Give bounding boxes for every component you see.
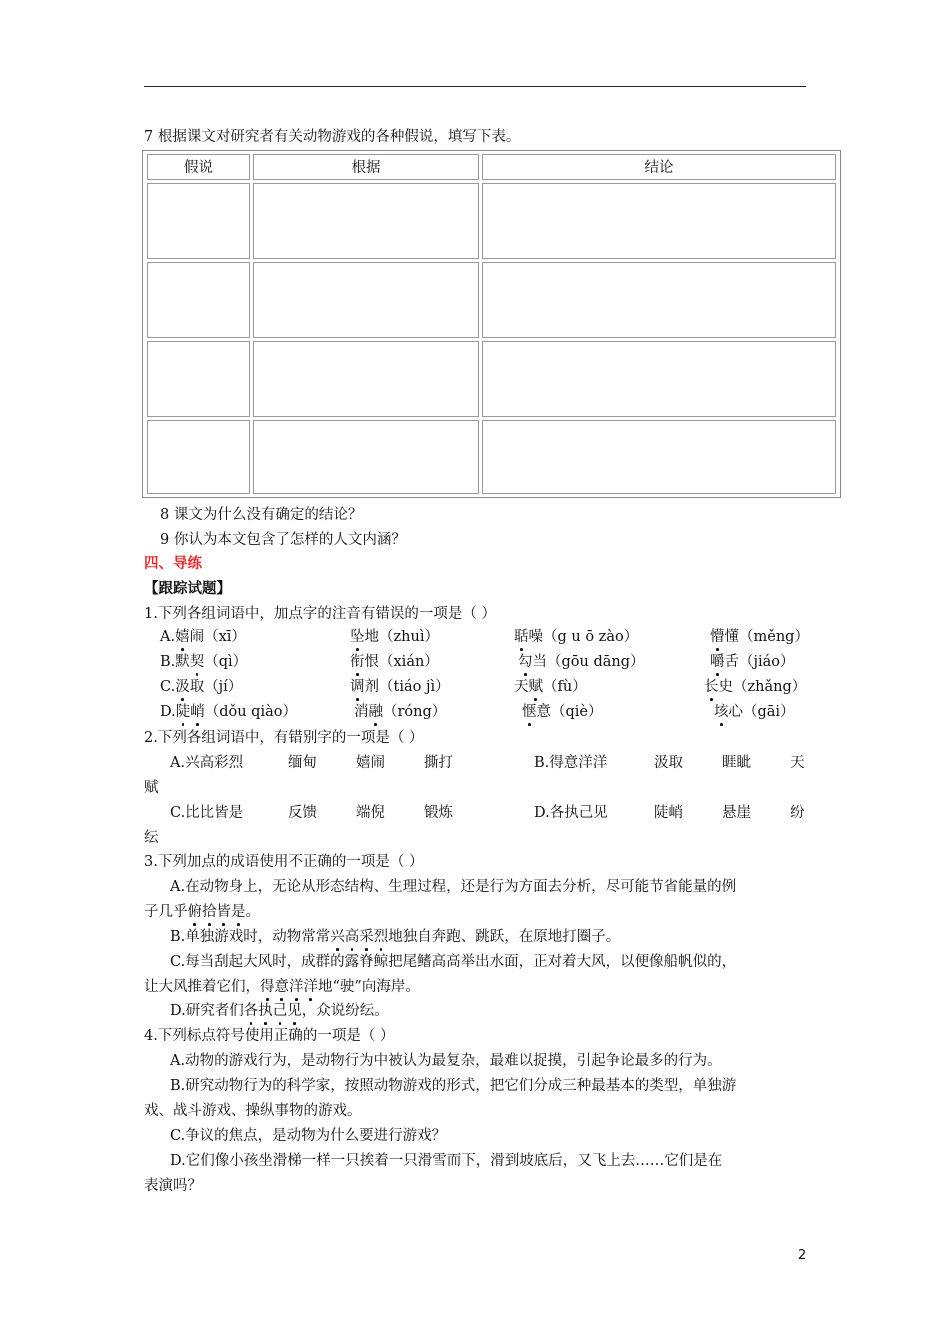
option-1c-word2: 调剂（tiáo jì） [350,679,450,695]
option-3b: B.单独游戏时，动物常常兴高采烈地独自奔跑、跳跃，在原地打圈子。 [170,929,621,945]
table-cell[interactable] [147,262,250,338]
table-cell[interactable] [147,341,250,417]
option-1b-word3: 勾当（gōu dāng） [518,654,645,670]
option-2b-word: 汲取 [654,755,683,771]
option-2b-word: 天 [790,755,805,771]
option-2b-wrap: 赋 [144,780,159,796]
option-1c-word4: 长史（zhǎng） [704,679,807,695]
option-4c: C.争议的焦点，是动物为什么要进行游戏？ [170,1128,447,1144]
table-header-basis: 根据 [253,154,479,180]
table-cell[interactable] [253,262,479,338]
option-4d-cont: 表演吗？ [144,1178,202,1194]
option-2c: C.比比皆是 [170,805,244,821]
option-2d: D.各执己见 [534,805,608,821]
option-2d-wrap: 纭 [144,830,159,846]
hypothesis-table [142,150,841,498]
option-4b-cont: 戏、战斗游戏、操纵事物的游戏。 [144,1103,362,1119]
option-4b: B.研究动物行为的科学家，按照动物游戏的形式，把它们分成三种最基本的类型，单独游 [170,1078,737,1094]
table-cell[interactable] [482,262,836,338]
table-header-hypothesis: 假说 [147,154,250,180]
option-1d-word3: 惬意（qiè） [522,704,603,720]
question-8: 8 课文为什么没有确定的结论？ [160,507,363,523]
option-1a-word2: 坠地（zhuì） [350,629,439,645]
table-cell[interactable] [482,341,836,417]
option-2d-word: 悬崖 [722,805,751,821]
option-1b-word2: 衔恨（xián） [350,654,439,670]
option-1a: A.嬉闹（xī） [160,629,246,645]
table-cell[interactable] [253,420,479,494]
option-1d-word2: 消融（róng） [354,704,447,720]
exercise-1-stem: 1.下列各组词语中，加点字的注音有错误的一项是（ ） [144,606,496,622]
option-3d: D.研究者们各执己见，众说纷纭。 [170,1003,389,1019]
option-3a-cont: 子几乎俯拾皆是。 [144,904,260,920]
page-number: 2 [798,1248,807,1263]
table-cell[interactable] [482,183,836,259]
option-2c-word: 锻炼 [424,805,453,821]
option-1a-word4: 懵懂（měng） [710,629,809,645]
option-4a: A.动物的游戏行为，是动物行为中被认为最复杂，最难以捉摸，引起争论最多的行为。 [170,1053,722,1069]
table-header-conclusion: 结论 [482,154,836,180]
tracking-heading: 【跟踪试题】 [144,581,231,597]
section-heading: 四、导练 [144,556,202,572]
option-2a-word: 撕打 [424,755,453,771]
option-2d-word: 纷 [790,805,805,821]
option-2d-word: 陡峭 [654,805,683,821]
option-2a: A.兴高彩烈 [170,755,244,771]
table-cell[interactable] [253,183,479,259]
table-cell[interactable] [147,420,250,494]
table-cell[interactable] [482,420,836,494]
option-1b: B.默契（qì） [160,654,248,670]
option-1c: C.汲取（jí） [160,679,243,695]
option-4d: D.它们像小孩坐滑梯一样一只挨着一只滑雪而下，滑到坡底后，又飞上去……它们是在 [170,1153,723,1169]
option-2a-word: 嬉闹 [356,755,385,771]
question-7: 7 根据课文对研究者有关动物游戏的各种假说，填写下表。 [144,129,521,145]
header-rule [144,86,806,87]
table-cell[interactable] [253,341,479,417]
exercise-4-stem: 4.下列标点符号使用正确的一项是（ ） [144,1028,395,1044]
exercise-3-stem: 3.下列加点的成语使用不正确的一项是（ ） [144,854,424,870]
option-2a-word: 缅甸 [288,755,317,771]
table-cell[interactable] [147,183,250,259]
option-2c-word: 反馈 [288,805,317,821]
option-2c-word: 端倪 [356,805,385,821]
option-1c-word3: 天赋（fù） [514,679,587,695]
option-2b-word: 睚眦 [722,755,751,771]
option-3a: A.在动物身上，无论从形态结构、生理过程，还是行为方面去分析，尽可能节省能量的例 [170,879,737,895]
option-3c: C.每当刮起大风时，成群的露脊鲸把尾鳍高高举出水面，正对着大风，以便像船帆似的， [170,954,737,970]
option-1b-word4: 嚼舌（jiáo） [710,654,795,670]
option-3c-cont: 让大风推着它们，得意洋洋地“驶”向海岸。 [144,979,420,995]
exercise-2-stem: 2.下列各组词语中，有错别字的一项是（ ） [144,730,424,746]
option-1d-word4: 垓心（gāi） [714,704,795,720]
question-9: 9 你认为本文包含了怎样的人文内涵？ [160,532,406,548]
option-1a-word3: 聒噪（g u ō zào） [514,629,639,645]
option-1d: D.陡峭（dǒu qiào） [160,704,297,720]
option-2b: B.得意洋洋 [534,755,608,771]
